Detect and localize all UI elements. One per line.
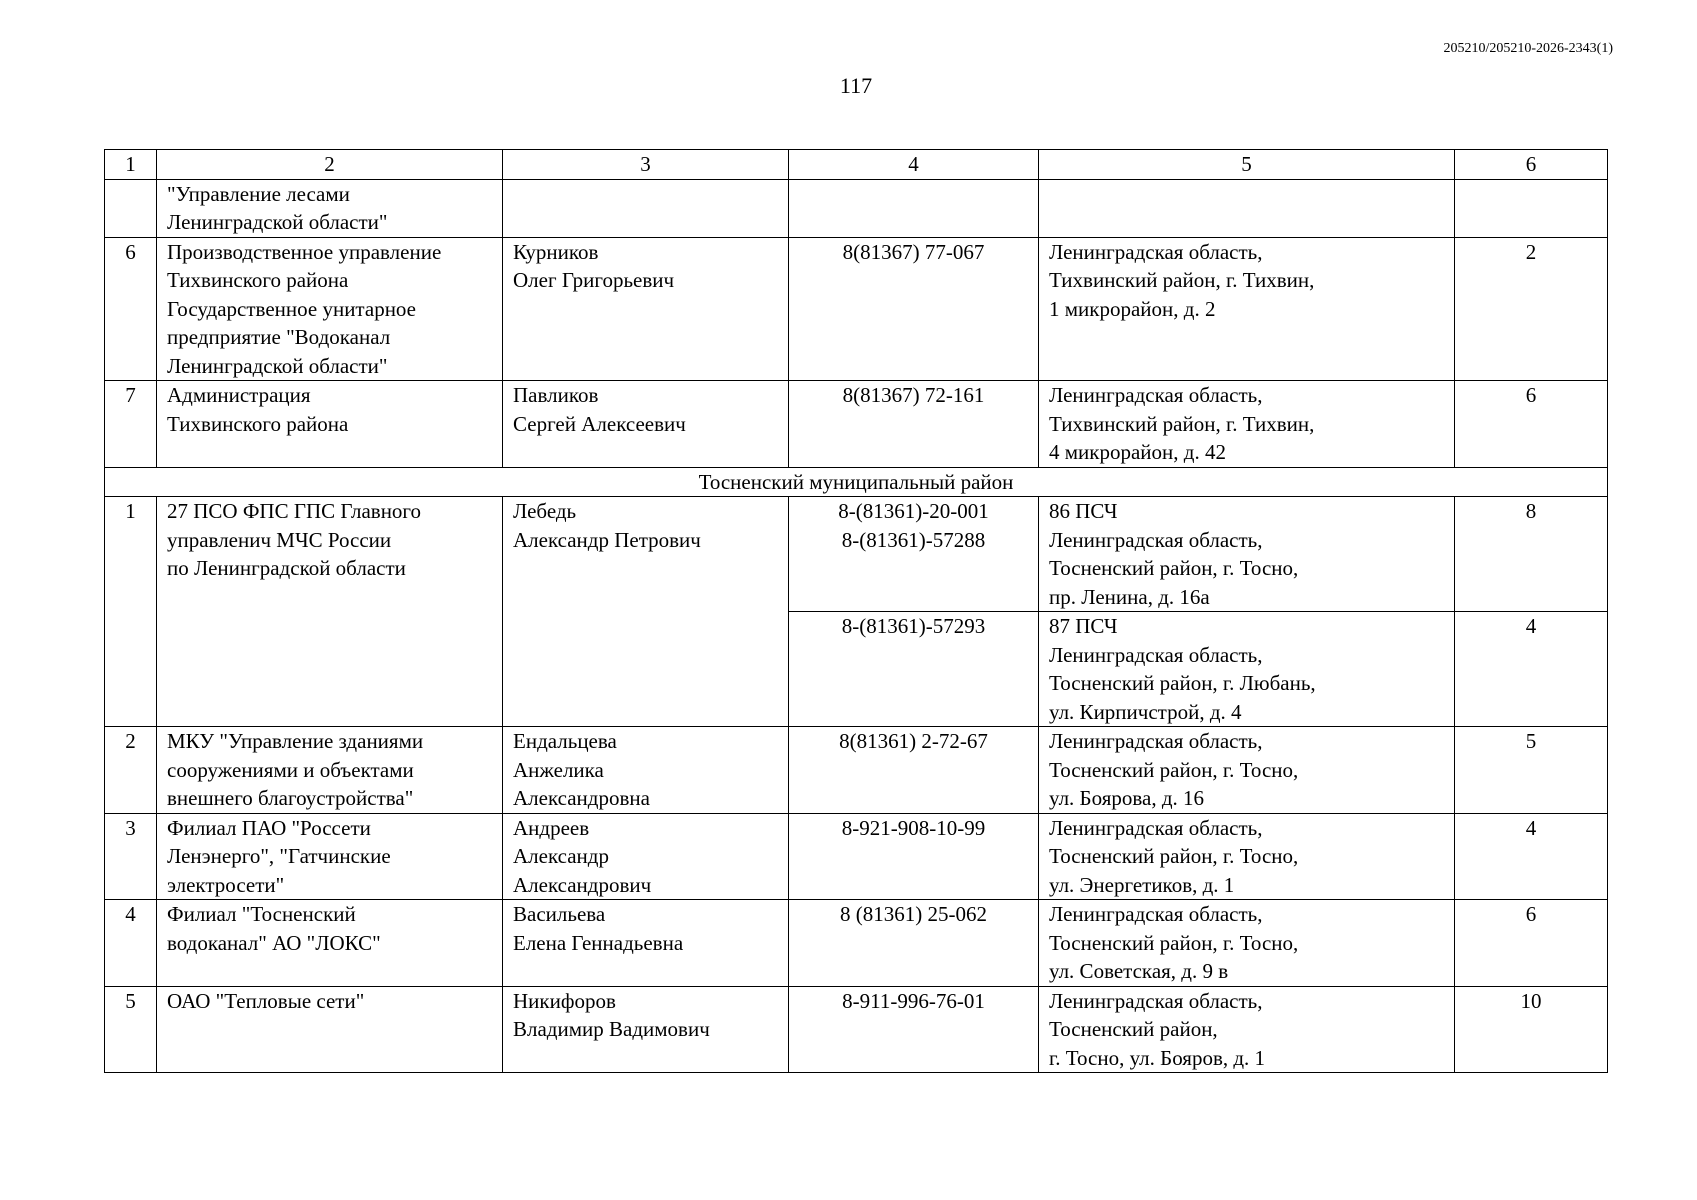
organization-cell: [157, 900, 503, 987]
cell-line: Тихвинского района: [167, 268, 349, 292]
address-cell: [1039, 237, 1455, 381]
column-header-2: 2: [157, 150, 503, 180]
organization-cell: [157, 497, 503, 727]
cell-line: 1 микрорайон, д. 2: [1049, 296, 1216, 321]
cell-line: Ленинградской области": [167, 210, 388, 234]
table-row: [105, 900, 1608, 987]
cell-line: Анжелика: [513, 757, 604, 782]
cell-line: Елена Геннадьевна: [513, 930, 684, 955]
person-cell: [503, 237, 789, 381]
cell-line: "Управление лесами: [167, 181, 350, 206]
cell-line: Тихвинского района: [167, 411, 349, 436]
count-cell: 6: [1455, 381, 1608, 468]
cell-line: Тосненский район, г. Тосно,: [1049, 757, 1299, 782]
section-row: [105, 467, 1608, 497]
cell-line: Производственное управление: [167, 239, 442, 264]
column-header-5: 5: [1039, 150, 1455, 180]
column-header-4: 4: [789, 150, 1039, 180]
cell-line: Александр: [513, 844, 609, 868]
cell-line: ул. Кирпичстрой, д. 4: [1049, 699, 1242, 724]
cell-line: ул. Советская, д. 9 в: [1049, 959, 1229, 983]
table-row: [105, 727, 1608, 814]
address-cell: [1039, 813, 1455, 900]
cell-line: Васильева: [513, 902, 606, 926]
phone-cell: [789, 612, 1039, 727]
table-row: [105, 237, 1608, 381]
cell-line: Александровна: [513, 786, 650, 810]
cell-line: г. Тосно, ул. Бояров, д. 1: [1049, 1045, 1266, 1070]
contacts-table: [104, 149, 1608, 1073]
cell-line: Ленинградская область,: [1049, 642, 1263, 667]
address-cell: [1039, 381, 1455, 468]
cell-line: Ленинградская область,: [1049, 815, 1263, 840]
phone-cell: [789, 813, 1039, 900]
cell-line: 8(81361) 2-72-67: [839, 729, 988, 753]
cell-line: Ленинградская область,: [1049, 729, 1263, 753]
cell-line: Ленинградская область,: [1049, 527, 1263, 552]
cell-line: Тосненский район, г. Тосно,: [1049, 844, 1299, 868]
count-cell: [1455, 179, 1608, 237]
phone-cell: [789, 179, 1039, 237]
cell-line: Андреев: [513, 815, 590, 840]
organization-cell: [157, 813, 503, 900]
row-number-cell: [105, 179, 157, 237]
table-row: [105, 497, 1608, 612]
row-number-cell: 6: [105, 237, 157, 381]
phone-cell: [789, 381, 1039, 468]
person-cell: [503, 381, 789, 468]
row-number-cell: 4: [105, 900, 157, 987]
cell-line: предприятие "Водоканал: [167, 325, 391, 349]
cell-line: Филиал ПАО "Россети: [167, 815, 371, 840]
cell-line: Ленинградская область,: [1049, 239, 1263, 264]
cell-line: Тихвинский район, г. Тихвин,: [1049, 268, 1315, 292]
address-cell: [1039, 727, 1455, 814]
table-row: [105, 179, 1608, 237]
cell-line: 8-(81361)-20-001: [838, 499, 989, 523]
person-cell: [503, 900, 789, 987]
address-cell: [1039, 612, 1455, 727]
cell-line: Администрация: [167, 383, 311, 407]
cell-line: 87 ПСЧ: [1049, 614, 1118, 638]
cell-line: 8-(81361)-57288: [841, 527, 986, 552]
cell-line: Александр Петрович: [513, 527, 701, 552]
address-cell: [1039, 900, 1455, 987]
cell-line: Курников: [513, 239, 599, 264]
person-cell: [503, 497, 789, 727]
cell-line: ул. Боярова, д. 16: [1049, 786, 1205, 810]
cell-line: Тосненский район, г. Тосно,: [1049, 556, 1299, 580]
phone-cell: [789, 237, 1039, 381]
cell-line: Лебедь: [513, 499, 577, 523]
row-number-cell: 5: [105, 986, 157, 1073]
cell-line: Александрович: [513, 872, 652, 897]
person-cell: [503, 179, 789, 237]
cell-line: 27 ПСО ФПС ГПС Главного: [167, 499, 422, 523]
document-id: 205210/205210-2026-2343(1): [1443, 41, 1613, 56]
cell-line: 8-(81361)-57293: [841, 614, 986, 638]
section-title: Тосненский муниципальный район: [105, 467, 1608, 497]
cell-line: Владимир Вадимович: [513, 1017, 710, 1041]
cell-line: Никифоров: [513, 988, 616, 1013]
cell-line: электросети": [167, 872, 285, 897]
cell-line: Тихвинский район, г. Тихвин,: [1049, 411, 1315, 436]
address-cell: [1039, 497, 1455, 612]
row-number-cell: 1: [105, 497, 157, 727]
cell-line: Ленэнерго", "Гатчинские: [167, 844, 391, 868]
cell-line: Тосненский район, г. Тосно,: [1049, 930, 1299, 955]
cell-line: 4 микрорайон, д. 42: [1049, 440, 1226, 464]
cell-line: пр. Ленина, д. 16а: [1049, 584, 1210, 609]
organization-cell: [157, 237, 503, 381]
page-number: 117: [839, 73, 873, 98]
cell-line: Сергей Алексеевич: [513, 411, 686, 436]
phone-cell: [789, 986, 1039, 1073]
phone-cell: [789, 497, 1039, 612]
cell-line: МКУ "Управление зданиями: [167, 729, 424, 753]
phone-cell: [789, 900, 1039, 987]
address-cell: [1039, 179, 1455, 237]
column-header-1: 1: [105, 150, 157, 180]
cell-line: водоканал" АО "ЛОКС": [167, 930, 381, 955]
row-number-cell: 7: [105, 381, 157, 468]
table-row: [105, 986, 1608, 1073]
address-cell: [1039, 986, 1455, 1073]
cell-line: Государственное унитарное: [167, 296, 417, 321]
cell-line: Ленинградской области": [167, 353, 388, 378]
cell-line: 8-911-996-76-01: [842, 988, 985, 1013]
table-row: [105, 381, 1608, 468]
person-cell: [503, 727, 789, 814]
organization-cell: [157, 381, 503, 468]
cell-line: Ленинградская область,: [1049, 988, 1263, 1013]
count-cell: 2: [1455, 237, 1608, 381]
count-cell: 5: [1455, 727, 1608, 814]
table-row: [105, 813, 1608, 900]
count-cell: 4: [1455, 813, 1608, 900]
cell-line: Ленинградская область,: [1049, 902, 1263, 926]
cell-line: Ендальцева: [513, 729, 617, 753]
cell-line: 86 ПСЧ: [1049, 499, 1118, 523]
cell-line: Ленинградская область,: [1049, 383, 1263, 407]
person-cell: [503, 813, 789, 900]
count-cell: 8: [1455, 497, 1608, 612]
table-header-row: [105, 150, 1608, 180]
count-cell: 10: [1455, 986, 1608, 1073]
cell-line: 8(81367) 72-161: [842, 383, 985, 407]
organization-cell: [157, 727, 503, 814]
cell-line: Павликов: [513, 383, 599, 407]
cell-line: сооружениями и объектами: [167, 757, 414, 782]
phone-cell: [789, 727, 1039, 814]
person-cell: [503, 986, 789, 1073]
count-cell: 4: [1455, 612, 1608, 727]
cell-line: Олег Григорьевич: [513, 268, 675, 292]
cell-line: внешнего благоустройства": [167, 786, 414, 810]
row-number-cell: 3: [105, 813, 157, 900]
column-header-3: 3: [503, 150, 789, 180]
cell-line: Тосненский район, г. Любань,: [1049, 671, 1316, 695]
table-body: [105, 150, 1608, 1073]
organization-cell: [157, 179, 503, 237]
cell-line: по Ленинградской области: [167, 556, 406, 580]
count-cell: 6: [1455, 900, 1608, 987]
organization-cell: [157, 986, 503, 1073]
cell-line: ул. Энергетиков, д. 1: [1049, 872, 1235, 897]
cell-line: ОАО "Тепловые сети": [167, 988, 365, 1013]
cell-line: управленич МЧС России: [167, 527, 392, 552]
row-number-cell: 2: [105, 727, 157, 814]
cell-line: 8 (81361) 25-062: [840, 902, 987, 926]
cell-line: Филиал "Тосненский: [167, 902, 356, 926]
column-header-6: 6: [1455, 150, 1608, 180]
cell-line: Тосненский район,: [1049, 1017, 1218, 1041]
cell-line: 8-921-908-10-99: [841, 815, 986, 840]
cell-line: 8(81367) 77-067: [842, 239, 985, 264]
